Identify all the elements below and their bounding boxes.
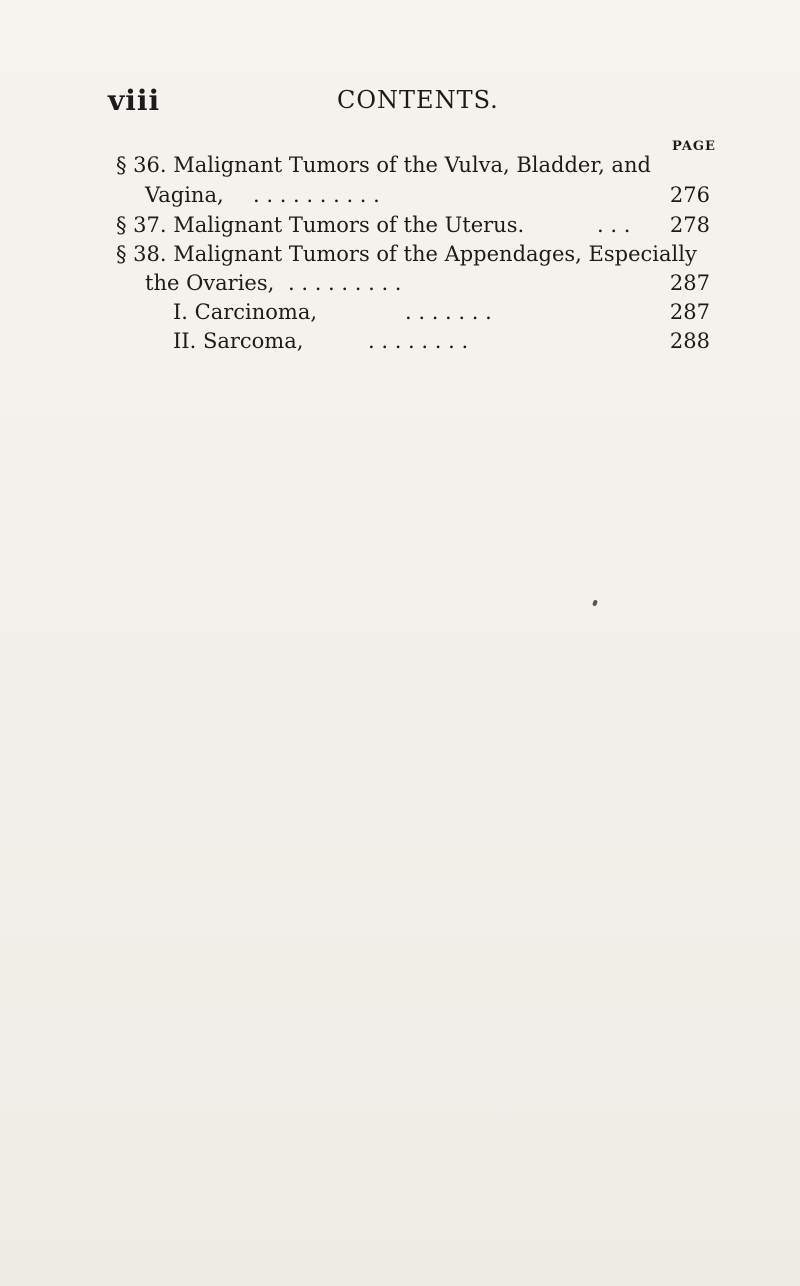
toc-entry-36-leaders: . . . . . . . . . . bbox=[253, 183, 380, 207]
toc-entry-37-page: 278 bbox=[669, 213, 710, 237]
toc-entry-36-page: 276 bbox=[669, 183, 710, 207]
page-number: viii bbox=[108, 84, 161, 117]
toc-subentry-sarcoma-title: II. Sarcoma, bbox=[173, 329, 304, 353]
toc-entry-38-leaders: . . . . . . . . . bbox=[288, 271, 402, 295]
toc-entry-37-title: § 37. Malignant Tumors of the Uterus. bbox=[116, 213, 525, 237]
page-column-label: PAGE bbox=[672, 139, 716, 154]
running-head: CONTENTS. bbox=[337, 86, 499, 114]
toc-subentry-carcinoma-leaders: . . . . . . . bbox=[405, 300, 492, 324]
toc-subentry-carcinoma-title: I. Carcinoma, bbox=[173, 300, 318, 324]
toc-subentry-carcinoma-page: 287 bbox=[669, 300, 710, 324]
toc-entry-38-title: § 38. Malignant Tumors of the Appendages, Especially bbox=[116, 242, 697, 266]
toc-entry-38-page: 287 bbox=[669, 271, 710, 295]
ink-speck bbox=[592, 599, 598, 606]
toc-subentry-sarcoma-page: 288 bbox=[669, 329, 710, 353]
toc-entry-38-title-cont: the Ovaries, bbox=[145, 271, 275, 295]
toc-entry-37-leaders: . . . bbox=[597, 213, 631, 237]
toc-entry-36-title: § 36. Malignant Tumors of the Vulva, Bladder, and bbox=[116, 153, 651, 177]
toc-entry-36-title-cont: Vagina, bbox=[145, 183, 224, 207]
toc-subentry-sarcoma-leaders: . . . . . . . . bbox=[368, 329, 469, 353]
